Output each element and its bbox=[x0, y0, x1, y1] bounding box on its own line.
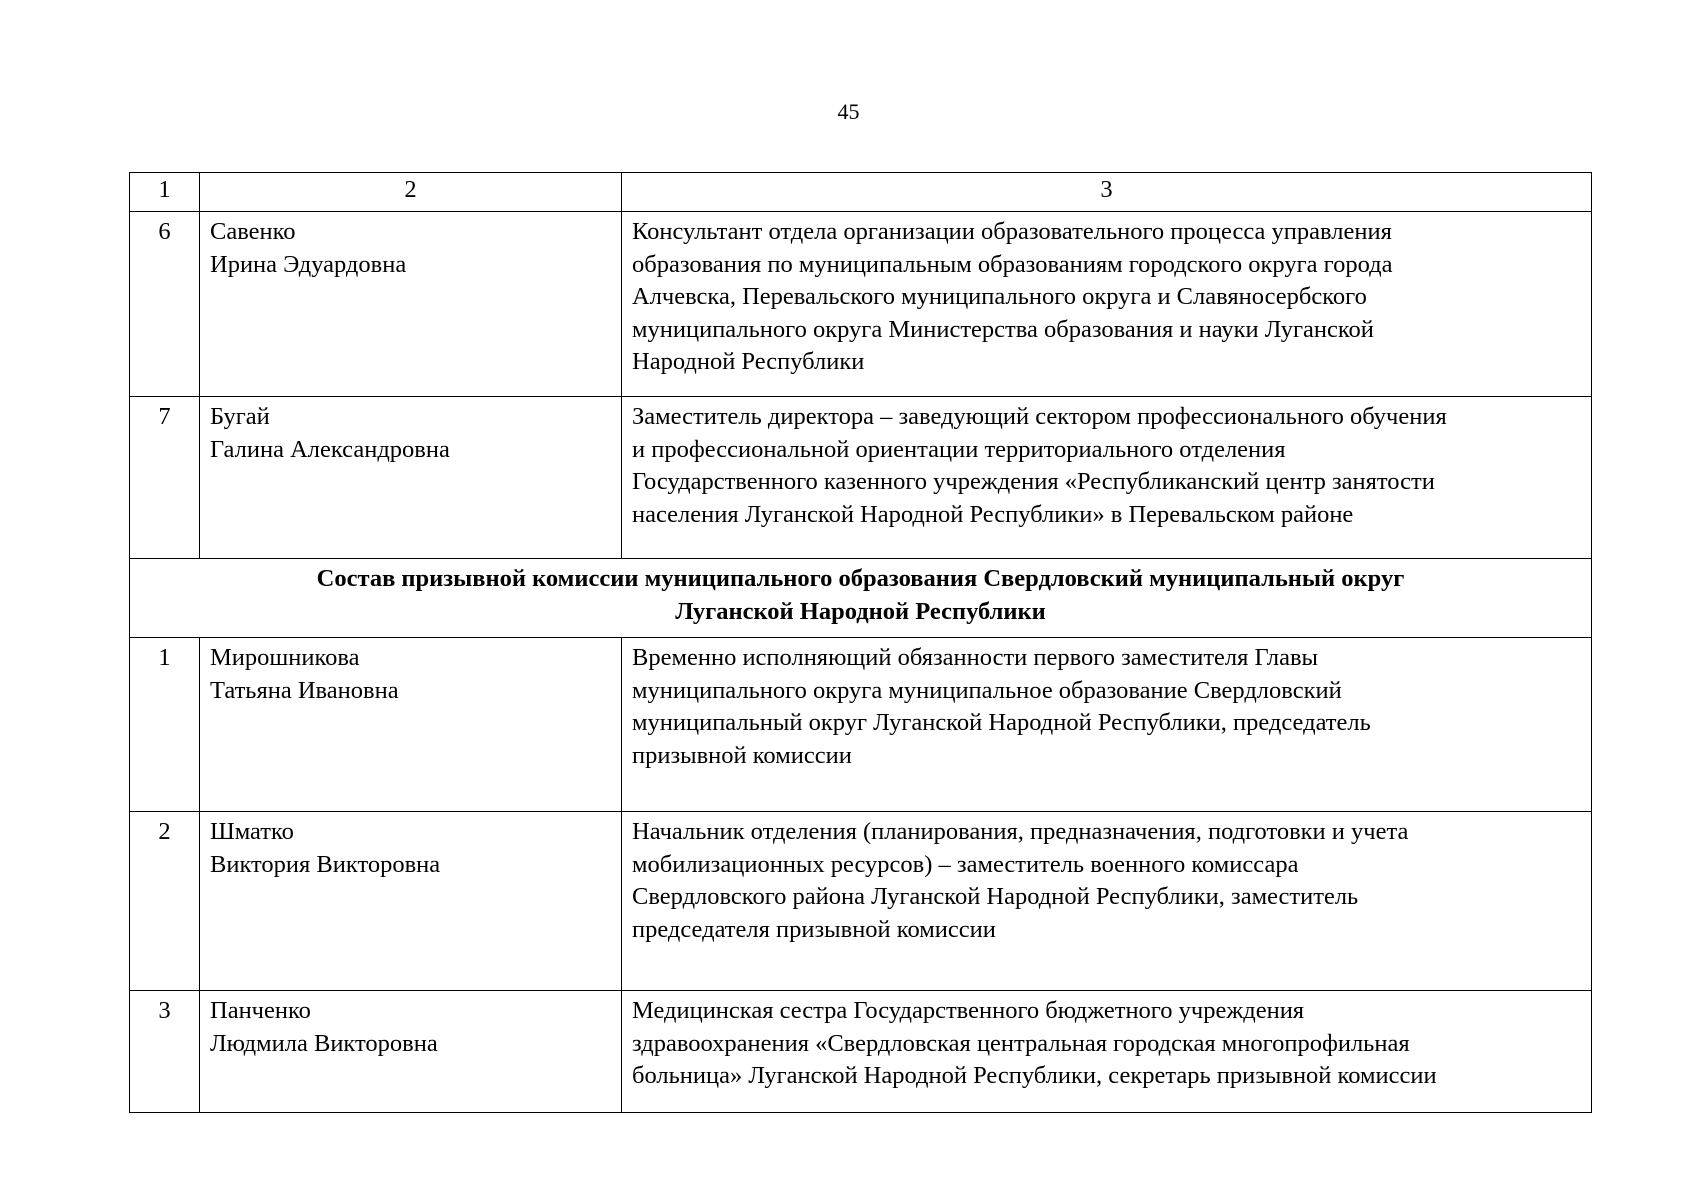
surname: Савенко bbox=[210, 218, 296, 245]
section-heading-row bbox=[130, 559, 1592, 638]
surname: Шматко bbox=[210, 818, 294, 845]
member-name bbox=[200, 991, 622, 1113]
row-number: 1 bbox=[130, 638, 200, 812]
section-heading-line: Состав призывной комиссии муниципального образования Свердловский муниципальный округ bbox=[316, 565, 1405, 592]
position-line: призывной комиссии bbox=[632, 741, 852, 769]
given-name: Татьяна Ивановна bbox=[210, 676, 399, 704]
member-position bbox=[622, 638, 1592, 812]
member-name bbox=[200, 812, 622, 991]
position-line: муниципального округа муниципальное образование Свердловский bbox=[632, 676, 1342, 704]
table-row bbox=[130, 638, 1592, 812]
position-line: Консультант отдела организации образовательного процесса управления bbox=[632, 218, 1392, 245]
table-row bbox=[130, 812, 1592, 991]
position-line: муниципальный округ Луганской Народной Республики, председатель bbox=[632, 709, 1371, 736]
member-position bbox=[622, 212, 1592, 397]
surname: Мирошникова bbox=[210, 644, 360, 671]
row-number: 3 bbox=[130, 991, 200, 1113]
member-name bbox=[200, 397, 622, 559]
table-row bbox=[130, 397, 1592, 559]
column-header: 1 bbox=[130, 173, 200, 212]
position-line: Алчевска, Перевальского муниципального округа и Славяносербского bbox=[632, 283, 1367, 310]
position-line: Свердловского района Луганской Народной Республики, заместитель bbox=[632, 883, 1359, 910]
given-name: Галина Александровна bbox=[210, 435, 450, 463]
position-line: Временно исполняющий обязанности первого заместителя Главы bbox=[632, 644, 1318, 671]
member-name bbox=[200, 638, 622, 812]
table-row bbox=[130, 991, 1592, 1113]
row-number: 7 bbox=[130, 397, 200, 559]
given-name: Ирина Эдуардовна bbox=[210, 250, 407, 278]
position-line: здравоохранения «Свердловская центральная городская многопрофильная bbox=[632, 1029, 1410, 1057]
position-line: Медицинская сестра Государственного бюджетного учреждения bbox=[632, 997, 1305, 1024]
position-line: Государственного казенного учреждения «Республиканский центр занятости bbox=[632, 468, 1435, 495]
position-line: населения Луганской Народной Республики» в Перевальском районе bbox=[632, 500, 1354, 528]
table-header-row bbox=[130, 173, 1592, 212]
position-line: Заместитель директора – заведующий сектором профессионального обучения bbox=[632, 403, 1447, 430]
row-number: 2 bbox=[130, 812, 200, 991]
section-heading-line: Луганской Народной Республики bbox=[675, 597, 1046, 625]
position-line: Начальник отделения (планирования, предназначения, подготовки и учета bbox=[632, 818, 1409, 845]
section-heading bbox=[130, 559, 1592, 638]
member-name bbox=[200, 212, 622, 397]
members-table bbox=[129, 172, 1592, 1113]
column-header: 3 bbox=[622, 173, 1592, 212]
position-line: мобилизационных ресурсов) – заместитель военного комиссара bbox=[632, 850, 1299, 878]
table-row bbox=[130, 212, 1592, 397]
position-line: больница» Луганской Народной Республики, секретарь призывной комиссии bbox=[632, 1062, 1437, 1089]
position-line: образования по муниципальным образованиям городского округа города bbox=[632, 250, 1393, 278]
position-line: председателя призывной комиссии bbox=[632, 915, 996, 943]
member-position bbox=[622, 397, 1592, 559]
row-number: 6 bbox=[130, 212, 200, 397]
column-header: 2 bbox=[200, 173, 622, 212]
member-position bbox=[622, 812, 1592, 991]
page-number: 45 bbox=[837, 99, 860, 124]
given-name: Виктория Викторовна bbox=[210, 850, 441, 878]
position-line: и профессиональной ориентации территориального отделения bbox=[632, 435, 1286, 463]
member-position bbox=[622, 991, 1592, 1113]
surname: Панченко bbox=[210, 997, 311, 1024]
given-name: Людмила Викторовна bbox=[210, 1029, 438, 1057]
position-line: муниципального округа Министерства образования и науки Луганской bbox=[632, 315, 1374, 343]
surname: Бугай bbox=[210, 403, 270, 430]
position-line: Народной Республики bbox=[632, 348, 865, 375]
